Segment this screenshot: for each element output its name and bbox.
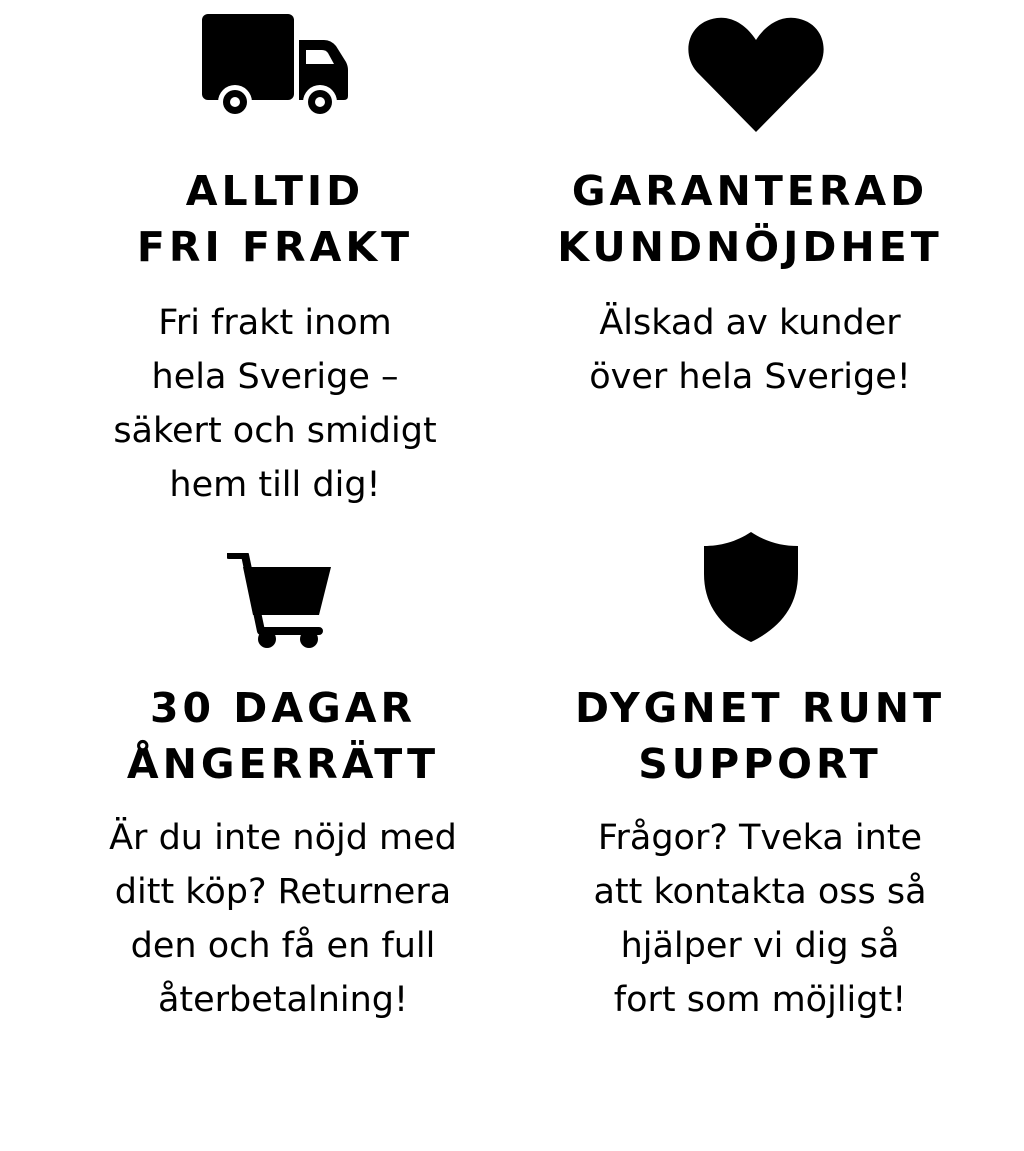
feature-description: Fri frakt inom hela Sverige – säkert och smidigt hem till dig! bbox=[113, 303, 437, 505]
feature-title: ALLTID FRI FRAKT bbox=[136, 167, 414, 271]
feature-title: DYGNET RUNT SUPPORT bbox=[574, 684, 946, 788]
feature-description: Är du inte nöjd med ditt köp? Returnera den och få en full återbetalning! bbox=[109, 818, 457, 1020]
feature-description: Frågor? Tveka inte att kontakta oss så hjälper vi dig så fort som möjligt! bbox=[593, 818, 927, 1020]
feature-title: 30 DAGAR ÅNGERRÄTT bbox=[126, 684, 440, 788]
feature-title: GARANTERAD KUNDNÖJDHET bbox=[557, 167, 943, 271]
shield-icon bbox=[702, 530, 800, 644]
truck-icon bbox=[200, 12, 350, 122]
heart-icon bbox=[687, 14, 825, 134]
feature-description: Älskad av kunder över hela Sverige! bbox=[589, 303, 911, 397]
shopping-cart-icon bbox=[227, 553, 333, 651]
